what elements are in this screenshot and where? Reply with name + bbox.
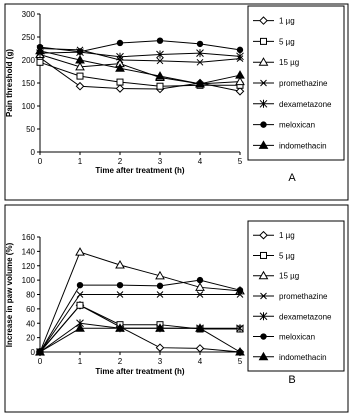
data-point <box>37 59 43 65</box>
x-tick-label: 0 <box>37 357 43 366</box>
data-point <box>197 277 202 282</box>
legend-label: 1 µg <box>279 16 295 26</box>
data-point <box>117 40 122 45</box>
legend-label: dexametazone <box>279 99 332 109</box>
data-point <box>77 282 82 287</box>
chart-panel-b <box>5 205 348 412</box>
legend <box>248 221 344 371</box>
x-tick-label: 5 <box>237 357 243 366</box>
y-tick-label: 140 <box>21 247 35 257</box>
legend-label: 15 µg <box>279 58 300 68</box>
data-point <box>157 283 162 288</box>
x-tick-label: 1 <box>77 157 83 166</box>
y-tick-label: 100 <box>21 276 35 286</box>
y-tick-label: 200 <box>21 56 35 65</box>
y-axis-label: Increase in paw volume (%) <box>5 242 14 348</box>
panel-label: B <box>288 374 296 386</box>
x-axis-label: Time after treatment (h) <box>95 367 185 376</box>
legend-label: promethazine <box>279 292 328 301</box>
panel-label: A <box>288 172 296 184</box>
data-point <box>157 38 162 43</box>
y-tick-label: 100 <box>21 102 35 111</box>
legend-marker <box>261 38 267 44</box>
y-axis-label: Pain threshold (g) <box>5 49 14 117</box>
legend-label: promethazine <box>279 79 328 88</box>
y-tick-label: 50 <box>26 125 35 134</box>
legend-label: 1 µg <box>279 231 295 241</box>
y-tick-label: 250 <box>21 33 35 42</box>
legend-marker <box>261 334 266 339</box>
data-point <box>77 49 82 54</box>
legend-label: 5 µg <box>279 251 295 261</box>
x-tick-label: 3 <box>157 357 163 366</box>
legend <box>248 6 344 160</box>
data-point <box>237 287 242 292</box>
x-axis-label: Time after treatment (h) <box>95 166 185 175</box>
y-tick-label: 300 <box>21 10 35 19</box>
data-point <box>77 302 83 308</box>
legend-label: meloxican <box>279 332 316 342</box>
y-tick-label: 0 <box>30 348 35 357</box>
data-point <box>77 73 83 79</box>
y-tick-label: 150 <box>21 79 35 88</box>
y-tick-label: 0 <box>30 148 35 157</box>
chart-panel-a <box>5 4 348 200</box>
x-tick-label: 0 <box>37 157 43 166</box>
y-tick-label: 20 <box>26 333 35 343</box>
legend-label: 5 µg <box>279 37 295 47</box>
y-tick-label: 80 <box>26 290 35 300</box>
data-point <box>117 79 123 85</box>
legend-label: 15 µg <box>279 271 300 281</box>
legend-label: indomethacin <box>279 141 327 151</box>
x-tick-label: 3 <box>157 157 163 166</box>
legend-marker <box>261 252 267 258</box>
y-tick-label: 40 <box>26 319 35 329</box>
x-tick-label: 1 <box>77 357 83 366</box>
y-tick-label: 60 <box>26 304 35 314</box>
y-tick-label: 120 <box>21 261 35 271</box>
data-point <box>157 83 163 89</box>
legend-label: dexametazone <box>279 312 332 322</box>
legend-label: meloxican <box>279 120 316 130</box>
data-point <box>117 282 122 287</box>
x-tick-label: 2 <box>117 157 123 166</box>
x-tick-label: 5 <box>237 157 243 166</box>
x-tick-label: 4 <box>197 157 203 166</box>
legend-label: indomethacin <box>279 352 327 362</box>
legend-marker <box>261 122 266 127</box>
data-point <box>197 41 202 46</box>
data-point <box>237 47 242 52</box>
y-tick-label: 160 <box>21 233 35 242</box>
x-tick-label: 2 <box>117 357 123 366</box>
x-tick-label: 4 <box>197 357 203 366</box>
